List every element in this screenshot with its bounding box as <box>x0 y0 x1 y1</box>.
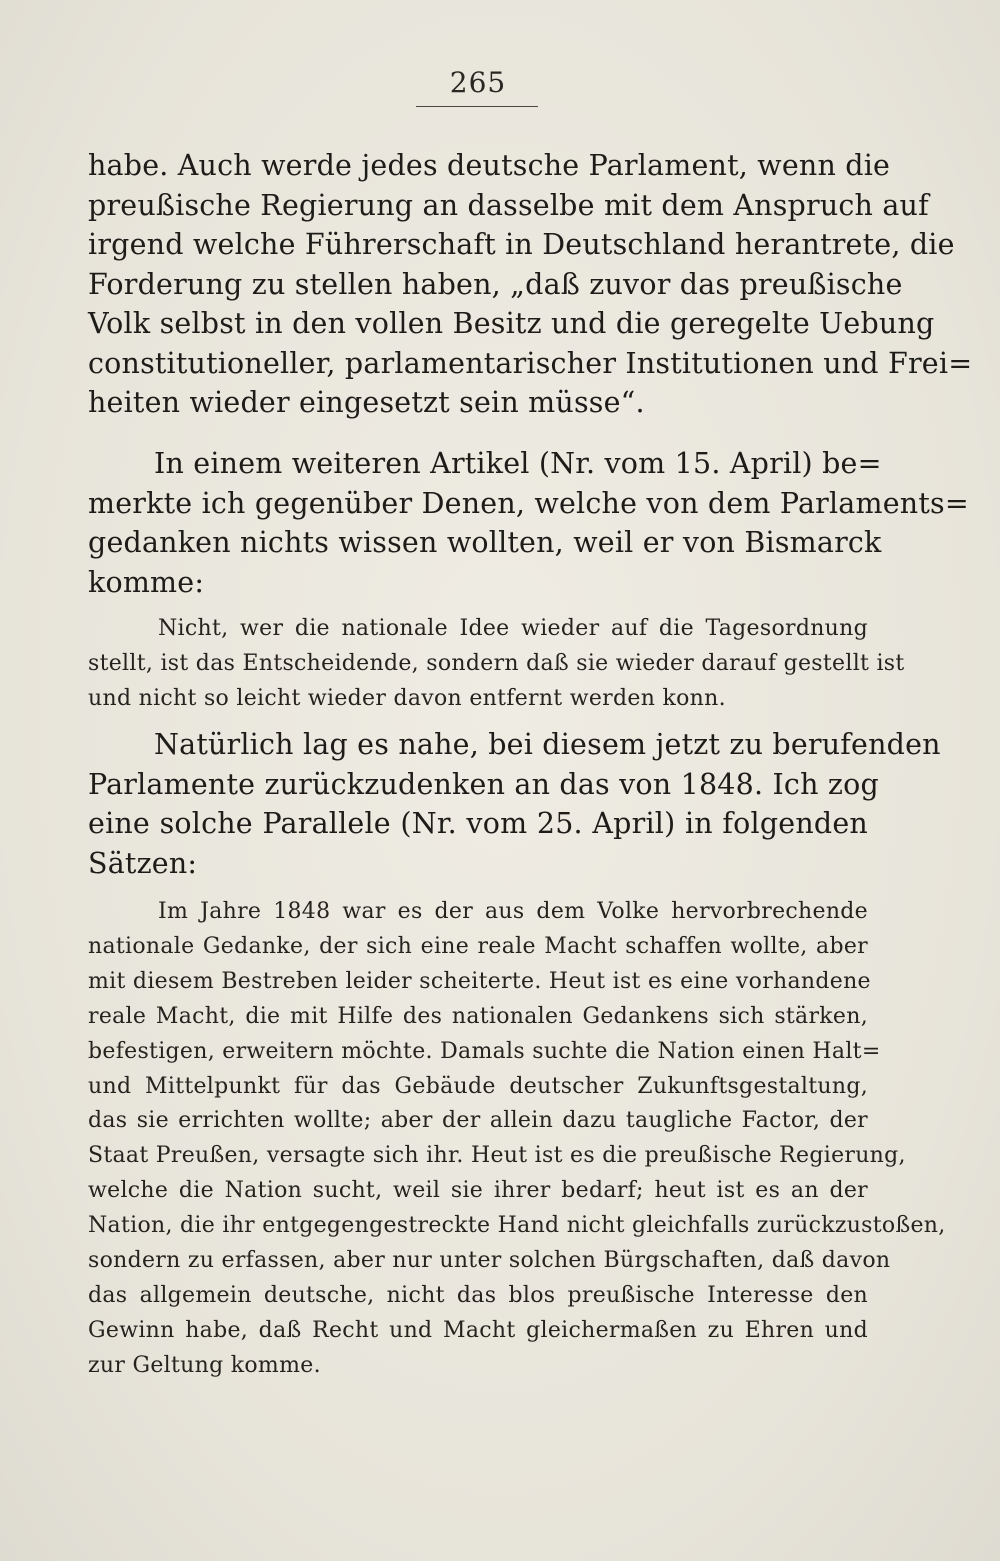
quote-line: Staat Preußen, versagte sich ihr. Heut ist es die preußische Regierung, <box>88 1143 906 1169</box>
text-line: Parlamente zurückzudenken an das von 1848. Ich zog <box>88 767 879 801</box>
quote-line: mit diesem Bestreben leider scheiterte. Heut ist es eine vorhandene <box>88 968 871 994</box>
text-line: gedanken nichts wissen wollten, weil er von Bismarck <box>88 526 882 559</box>
text-line: habe. Auch werde jedes deutsche Parlament, wenn die <box>88 149 891 182</box>
quote-line: zur Geltung komme. <box>88 1352 321 1378</box>
quote-line: welche die Nation sucht, weil sie ihrer bedarf; heut ist es an der <box>88 1178 868 1204</box>
text-line: komme: <box>88 565 205 599</box>
text-line: constitutioneller, parlamentarischer Institutionen und Frei= <box>88 346 973 380</box>
quote-line: reale Macht, die mit Hilfe des nationalen Gedankens sich stärken, <box>88 1003 868 1029</box>
quote-line: befestigen, erweitern möchte. Damals suchte die Nation einen Halt= <box>88 1038 881 1064</box>
quote-line: sondern zu erfassen, aber nur unter solchen Bürgschaften, daß davon <box>88 1248 891 1274</box>
quote-line: Nicht, wer die nationale Idee wieder auf die Tagesordnung <box>158 616 868 641</box>
paragraph-3 <box>88 725 941 883</box>
page-number: 265 <box>449 66 507 99</box>
text-line: In einem weiteren Artikel (Nr. vom 15. April) be= <box>154 447 882 480</box>
quote-2 <box>88 895 946 1384</box>
quote-line: und Mittelpunkt für das Gebäude deutscher Zukunftsgestaltung, <box>88 1073 868 1099</box>
quote-line: Nation, die ihr entgegengestreckte Hand nicht gleichfalls zurückzustoßen, <box>88 1213 946 1239</box>
quote-line: nationale Gedanke, der sich eine reale Macht schaffen wollte, aber <box>88 933 868 959</box>
text-line: Sätzen: <box>88 846 198 880</box>
text-line: eine solche Parallele (Nr. vom 25. April) in folgenden <box>88 807 868 840</box>
paragraph-2 <box>88 444 969 602</box>
quote-line: das allgemein deutsche, nicht das blos preußische Interesse den <box>88 1282 868 1308</box>
quote-1 <box>88 612 905 717</box>
text-line: heiten wieder eingesetzt sein müsse“. <box>88 386 645 419</box>
quote-line: und nicht so leicht wieder davon entfernt werden konn. <box>88 685 726 711</box>
text-line: irgend welche Führerschaft in Deutschland herantrete, die <box>88 228 955 261</box>
text-line: Natürlich lag es nahe, bei diesem jetzt zu berufenden <box>154 728 941 761</box>
quote-line: Im Jahre 1848 war es der aus dem Volke hervorbrechende <box>158 899 868 924</box>
text-line: Forderung zu stellen haben, „daß zuvor das preußische <box>88 267 903 301</box>
paragraph-1 <box>88 146 973 423</box>
text-line: Volk selbst in den vollen Besitz und die geregelte Uebung <box>88 307 935 340</box>
quote-line: Gewinn habe, daß Recht und Macht gleichermaßen zu Ehren und <box>88 1317 868 1343</box>
page-number-rule <box>416 106 538 107</box>
text-line: preußische Regierung an dasselbe mit dem Anspruch auf <box>88 188 929 222</box>
quote-line: das sie errichten wollte; aber der allein dazu taugliche Factor, der <box>88 1108 868 1134</box>
quote-line: stellt, ist das Entscheidende, sondern daß sie wieder darauf gestellt ist <box>88 650 905 676</box>
text-line: merkte ich gegenüber Denen, welche von dem Parlaments= <box>88 486 969 520</box>
